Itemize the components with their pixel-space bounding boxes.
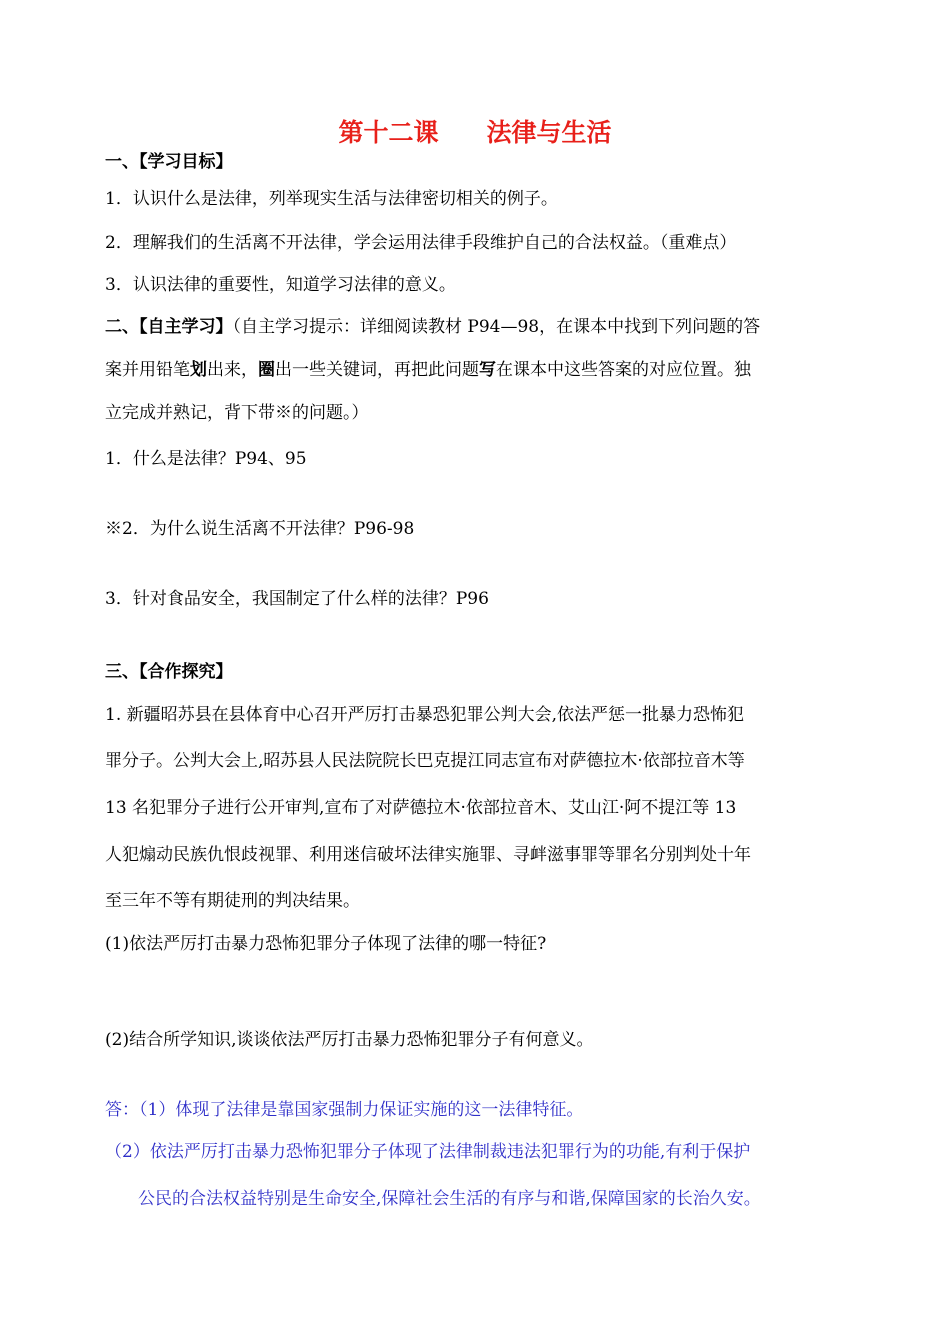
case-text-line: 至三年不等有期徒刑的判决结果。 (105, 891, 360, 911)
lesson-topic: 法律与生活 (486, 118, 612, 147)
answer-line: 公民的合法权益特别是生命安全,保障社会生活的有序与和谐,保障国家的长治久安。 (138, 1189, 761, 1209)
self-study-intro-line (105, 358, 751, 382)
section-heading-cooperation: 三、【合作探究】 (105, 662, 233, 682)
self-study-intro-line (105, 315, 760, 339)
hint-keyword: 写 (479, 360, 496, 380)
self-study-question: 1．什么是法律？P94、95 (105, 449, 307, 469)
lesson-number: 第十二课 (338, 118, 439, 147)
case-text-line: 人犯煽动民族仇恨歧视罪、利用迷信破坏法律实施罪、寻衅滋事罪等罪名分别判处十年 (105, 845, 751, 865)
self-study-question: ※2．为什么说生活离不开法律？P96-98 (105, 519, 415, 539)
answer-line: 答：（1）体现了法律是靠国家强制力保证实施的这一法律特征。 (105, 1100, 584, 1120)
self-study-hint: （自主学习提示：详细阅读教材 P94—98，在课本中找到下列问题的答 (232, 317, 761, 337)
goal-item: 1．认识什么是法律，列举现实生活与法律密切相关的例子。 (105, 189, 558, 209)
hint-text: 在课本中这些答案的对应位置。独 (496, 360, 751, 380)
section-heading-self-study: 二、【自主学习】 (105, 317, 233, 337)
answer-line: （2）依法严厉打击暴力恐怖犯罪分子体现了法律制裁违法犯罪行为的功能,有利于保护 (105, 1142, 751, 1162)
case-text-line: 13 名犯罪分子进行公开审判,宣布了对萨德拉木·依部拉音木、艾山江·阿不提江等 13 (105, 798, 737, 818)
case-text-line: 1. 新疆昭苏县在县体育中心召开严厉打击暴恐犯罪公判大会,依法严惩一批暴力恐怖犯 (105, 705, 745, 725)
lesson-title (0, 116, 950, 150)
sub-question: (1)依法严厉打击暴力恐怖犯罪分子体现了法律的哪一特征? (105, 934, 547, 954)
hint-text: 出来， (207, 360, 258, 380)
hint-text: 出一些关键词，再把此问题 (275, 360, 479, 380)
goal-item: 2．理解我们的生活离不开法律，学会运用法律手段维护自己的合法权益。（重难点） (105, 233, 737, 253)
hint-keyword: 划 (190, 360, 207, 380)
section-heading-goals: 一、【学习目标】 (105, 152, 233, 172)
self-study-intro-line: 立完成并熟记，背下带※的问题。） (105, 403, 369, 423)
case-text-line: 罪分子。公判大会上,昭苏县人民法院院长巴克提江同志宣布对萨德拉木·依部拉音木等 (105, 751, 745, 771)
hint-keyword: 圈 (258, 360, 275, 380)
self-study-question: 3．针对食品安全，我国制定了什么样的法律？P96 (105, 589, 489, 609)
goal-item: 3．认识法律的重要性，知道学习法律的意义。 (105, 275, 456, 295)
hint-text: 案并用铅笔 (105, 360, 190, 380)
sub-question: (2)结合所学知识,谈谈依法严厉打击暴力恐怖犯罪分子有何意义。 (105, 1030, 594, 1050)
